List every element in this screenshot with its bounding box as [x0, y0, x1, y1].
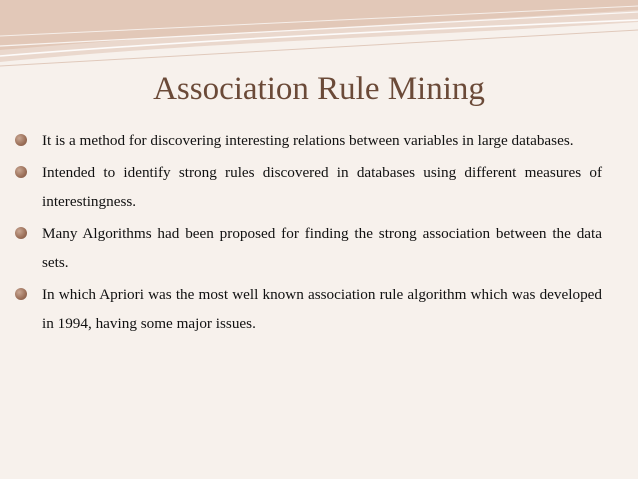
- bullet-dot-icon: [15, 166, 27, 178]
- bullet-dot-icon: [15, 227, 27, 239]
- bullet-item: [8, 280, 602, 338]
- bullet-text: It is a method for discovering interesting relations between variables in large databases.: [42, 132, 574, 149]
- decorative-banner: [0, 0, 638, 70]
- bullet-text: Intended to identify strong rules discovered in databases using different measures of interestingness.: [42, 164, 602, 210]
- bullet-dot-icon: [15, 288, 27, 300]
- bullet-item: [8, 219, 602, 277]
- bullet-list: [8, 126, 602, 341]
- bullet-text: In which Apriori was the most well known association rule algorithm which was developed in 1994, having some major issues.: [42, 286, 602, 332]
- slide-title: Association Rule Mining: [153, 71, 485, 107]
- bullet-item: [8, 158, 602, 216]
- bullet-item: [8, 126, 602, 155]
- bullet-dot-icon: [15, 134, 27, 146]
- bullet-text: Many Algorithms had been proposed for finding the strong association between the data sets.: [42, 225, 602, 271]
